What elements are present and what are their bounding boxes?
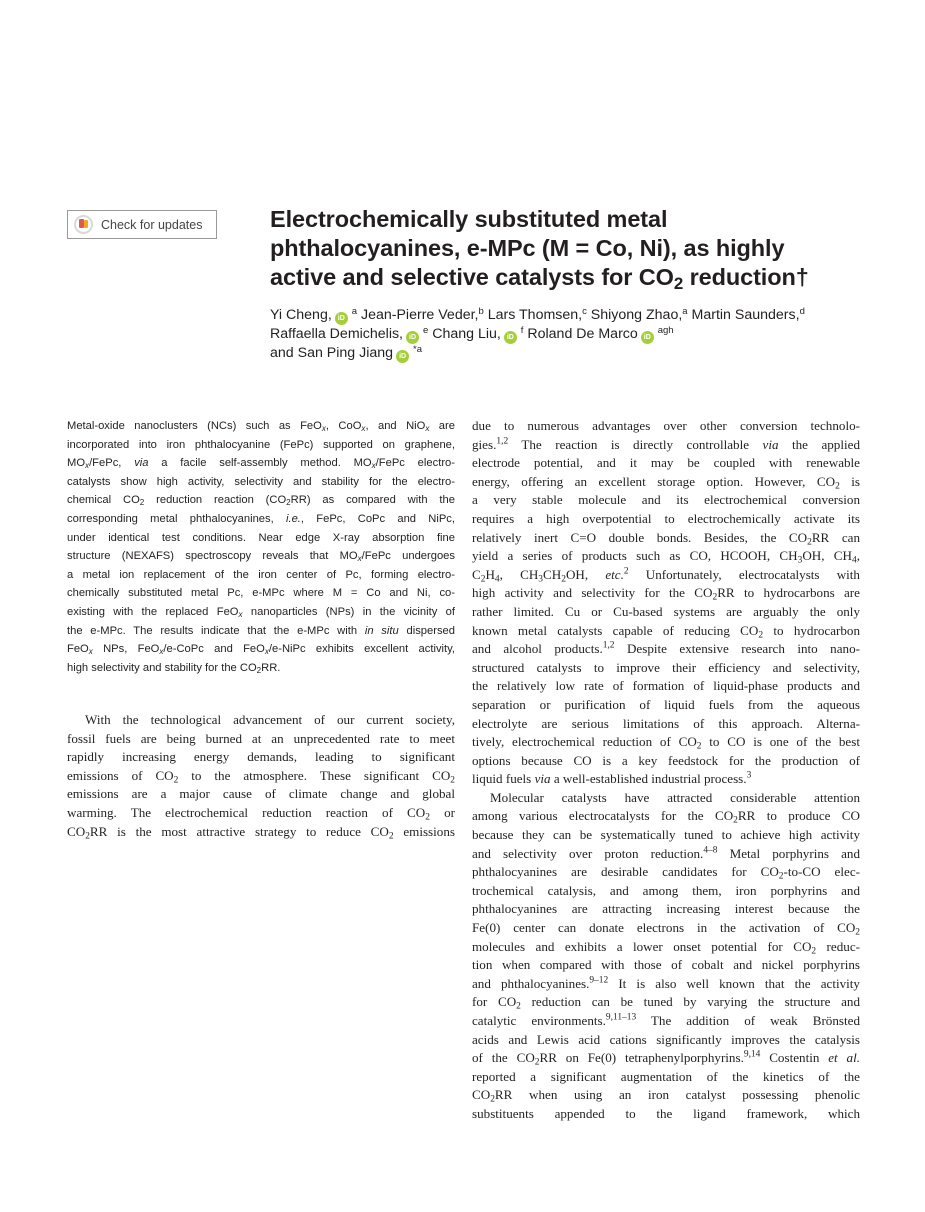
orcid-icon: iD (641, 331, 654, 344)
title-line: Electrochemically substituted metal (270, 206, 668, 232)
body-line: fossil fuels are being burned at an unprecedented rate to meet (67, 730, 455, 746)
body-line: a very stable molecule and its electrochemical conversion (472, 492, 860, 508)
body-line: separation or purification of liquid fuels from the aqueous (472, 696, 860, 712)
check-for-updates-label: Check for updates (101, 217, 203, 232)
abstract-line: incorporated into iron phthalocyanine (FePc) supported on graphene, (67, 438, 455, 451)
body-line: Fe(0) center can donate electrons in the activation of $CO_2$ (472, 920, 860, 938)
author-line: and San Ping Jiang iD $^{*a}$ (270, 344, 422, 361)
abstract-line: chemically substituted metal Pc, e-MPc where M = Co and Ni, co- (67, 587, 455, 600)
body-line: the relatively low rate of formation of liquid-phase products and (472, 678, 860, 694)
orcid-icon: iD (335, 312, 348, 325)
body-line: among various electrocatalysts for the $CO_2RR$ to produce CO (472, 808, 860, 826)
crossmark-icon (74, 215, 93, 234)
abstract-line: a metal ion replacement of the iron center of Pc, forming electro- (67, 568, 455, 581)
body-line: emissions of $CO_2$ to the atmosphere. These significant $CO_2$ (67, 767, 456, 786)
body-line: liquid fuels via a well-established industrial process.$^3$ (472, 770, 752, 787)
body-line: structured catalysts to improve their efficiency and selectivity, (472, 659, 860, 675)
body-line: molecules and exhibits a lower onset potential for $CO_2$ reduc- (472, 938, 860, 956)
body-line: high activity and selectivity for the $CO_2RR$ to hydrocarbons are (472, 585, 860, 603)
body-line: options because CO is a key feedstock for the production of (472, 752, 860, 768)
author-line: Raffaella Demichelis, iD $^e$ Chang Liu, iD $^f$ Roland De Marco iD $^{agh}$ (270, 325, 674, 342)
body-line: acids and Lewis acid cations significantly improves the catalysis (472, 1031, 860, 1047)
abstract-line: $MO_x$/FePc, via a facile self-assembly method. $MO_x$/FePc electro- (67, 457, 455, 471)
check-for-updates-button[interactable] (67, 210, 217, 239)
body-column-right (472, 417, 860, 1124)
title-line: phthalocyanines, e-MPc (M = Co, Ni), as highly (270, 235, 785, 261)
body-line: tion when compared with those of cobalt and nickel porphyrins (472, 957, 860, 973)
body-line: $CO_2RR$ when using an iron catalyst possessing phenolic (472, 1087, 860, 1105)
body-line: tively, electrochemical reduction of $CO_2$ to CO is one of the best (472, 734, 860, 752)
body-line: because they can be systematically tuned to achieve high activity (472, 827, 860, 843)
body-line: catalytic environments.$^{9,11-13}$ The addition of weak Brönsted (472, 1012, 860, 1028)
body-line: rather limited. Cu or Cu-based systems are arguably the only (472, 603, 860, 619)
abstract-line: high selectivity and stability for the $CO_2RR$. (67, 661, 281, 675)
abstract-line: under identical test conditions. Near edge X-ray absorption fine (67, 531, 455, 544)
abstract-line: the e-MPc. The results indicate that the e-MPc with in situ dispersed (67, 624, 456, 637)
body-line: and alcohol products.$^{1,2}$ Despite extensive research into nano- (472, 640, 860, 657)
author-line: Yi Cheng, iD $^a$ Jean-Pierre Veder,$^b$ Lars Thomsen,$^c$ Shiyong Zhao,$^a$ Martin Saunders,$^d$ (270, 306, 805, 323)
abstract-line: FeO$_x$ NPs, FeO$_x$/e-CoPc and FeO$_x$/e-NiPc exhibits excellent activity, (67, 643, 456, 657)
body-line: gies.$^{1,2}$ The reaction is directly controllable via the applied (472, 436, 860, 452)
author-list (270, 306, 910, 363)
abstract (67, 417, 455, 677)
body-line: With the technological advancement of our current society, (85, 712, 455, 727)
abstract-line: catalysts show high activity, selectivity and stability for the electro- (67, 475, 455, 488)
article-title (270, 205, 890, 292)
abstract-line: chemical $CO_2$ reduction reaction $(CO_2RR)$ as compared with the (67, 494, 455, 508)
body-line: reported a significant augmentation of the kinetics of the (472, 1068, 860, 1084)
body-line: rapidly increasing energy demands, leading to significant (67, 749, 455, 765)
body-line: yield a series of products such as CO, HCOOH, $CH_3OH$, $CH_4$, (472, 548, 860, 566)
body-line: due to numerous advantages over other conversion technolo- (472, 418, 860, 433)
body-line: electrolyte are serious limitations of this approach. Alterna- (472, 715, 860, 731)
body-line: and phthalocyanines.$^{9-12}$ It is also well known that the activity (472, 975, 860, 991)
body-line: $CO_2RR$ is the most attractive strategy to reduce $CO_2$ emissions (67, 823, 455, 841)
body-line: for $CO_2$ reduction can be tuned by varying the structure and (472, 994, 860, 1012)
body-line: Molecular catalysts have attracted considerable attention (490, 789, 860, 805)
body-line: warming. The electrochemical reduction reaction of $CO_2$ or (67, 804, 455, 823)
body-line: energy, offering an excellent storage option. However, $CO_2$ is (472, 473, 860, 492)
body-line: phthalocyanines are desirable candidates for $CO_2-to-CO$ elec- (472, 864, 860, 882)
body-line: electrode potential, and it may be coupled with renewable (472, 455, 860, 471)
orcid-icon: iD (396, 350, 409, 363)
body-line: known metal catalysts capable of reducing $CO_2$ to hydrocarbon (472, 622, 861, 640)
body-line: phthalocyanines are attracting increasing interest because the (472, 901, 860, 917)
orcid-icon: iD (406, 331, 419, 344)
body-line: requires a high overpotential to electrochemically activate its (472, 510, 860, 526)
body-line: relatively inert C=O double bonds. Besides, the $CO_2RR$ can (472, 529, 860, 547)
body-line: of the $CO_2RR$ on Fe(0) tetraphenylporphyrins.$^{9,14}$ Costentin et al. (472, 1049, 860, 1068)
abstract-line: Metal-oxide nanoclusters (NCs) such as FeO$_x$, CoO$_x$, and NiO$_x$ are (67, 420, 455, 434)
abstract-line: existing with the replaced FeO$_x$ nanoparticles (NPs) in the vicinity of (67, 605, 455, 619)
body-line: trochemical catalysis, and among them, iron porphyrins and (472, 882, 860, 898)
body-column-left (67, 711, 455, 841)
body-line: $C_2H_4$, $CH_3CH_2OH$, etc.$^2$ Unfortunately, electrocatalysts with (472, 566, 860, 585)
abstract-line: corresponding metal phthalocyanines, i.e., FePc, CoPc and NiPc, (67, 512, 455, 525)
body-line: substituents appended to the ligand framework, which (472, 1105, 860, 1121)
title-line: active and selective catalysts for $CO_2$ reduction† (270, 264, 809, 294)
orcid-icon: iD (504, 331, 517, 344)
body-line: and selectivity over proton reduction.$^{4-8}$ Metal porphyrins and (472, 845, 860, 861)
abstract-line: structure (NEXAFS) spectroscopy reveals that $MO_x$/FePc undergoes (67, 550, 455, 564)
body-line: emissions are a major cause of climate change and global (67, 786, 455, 802)
